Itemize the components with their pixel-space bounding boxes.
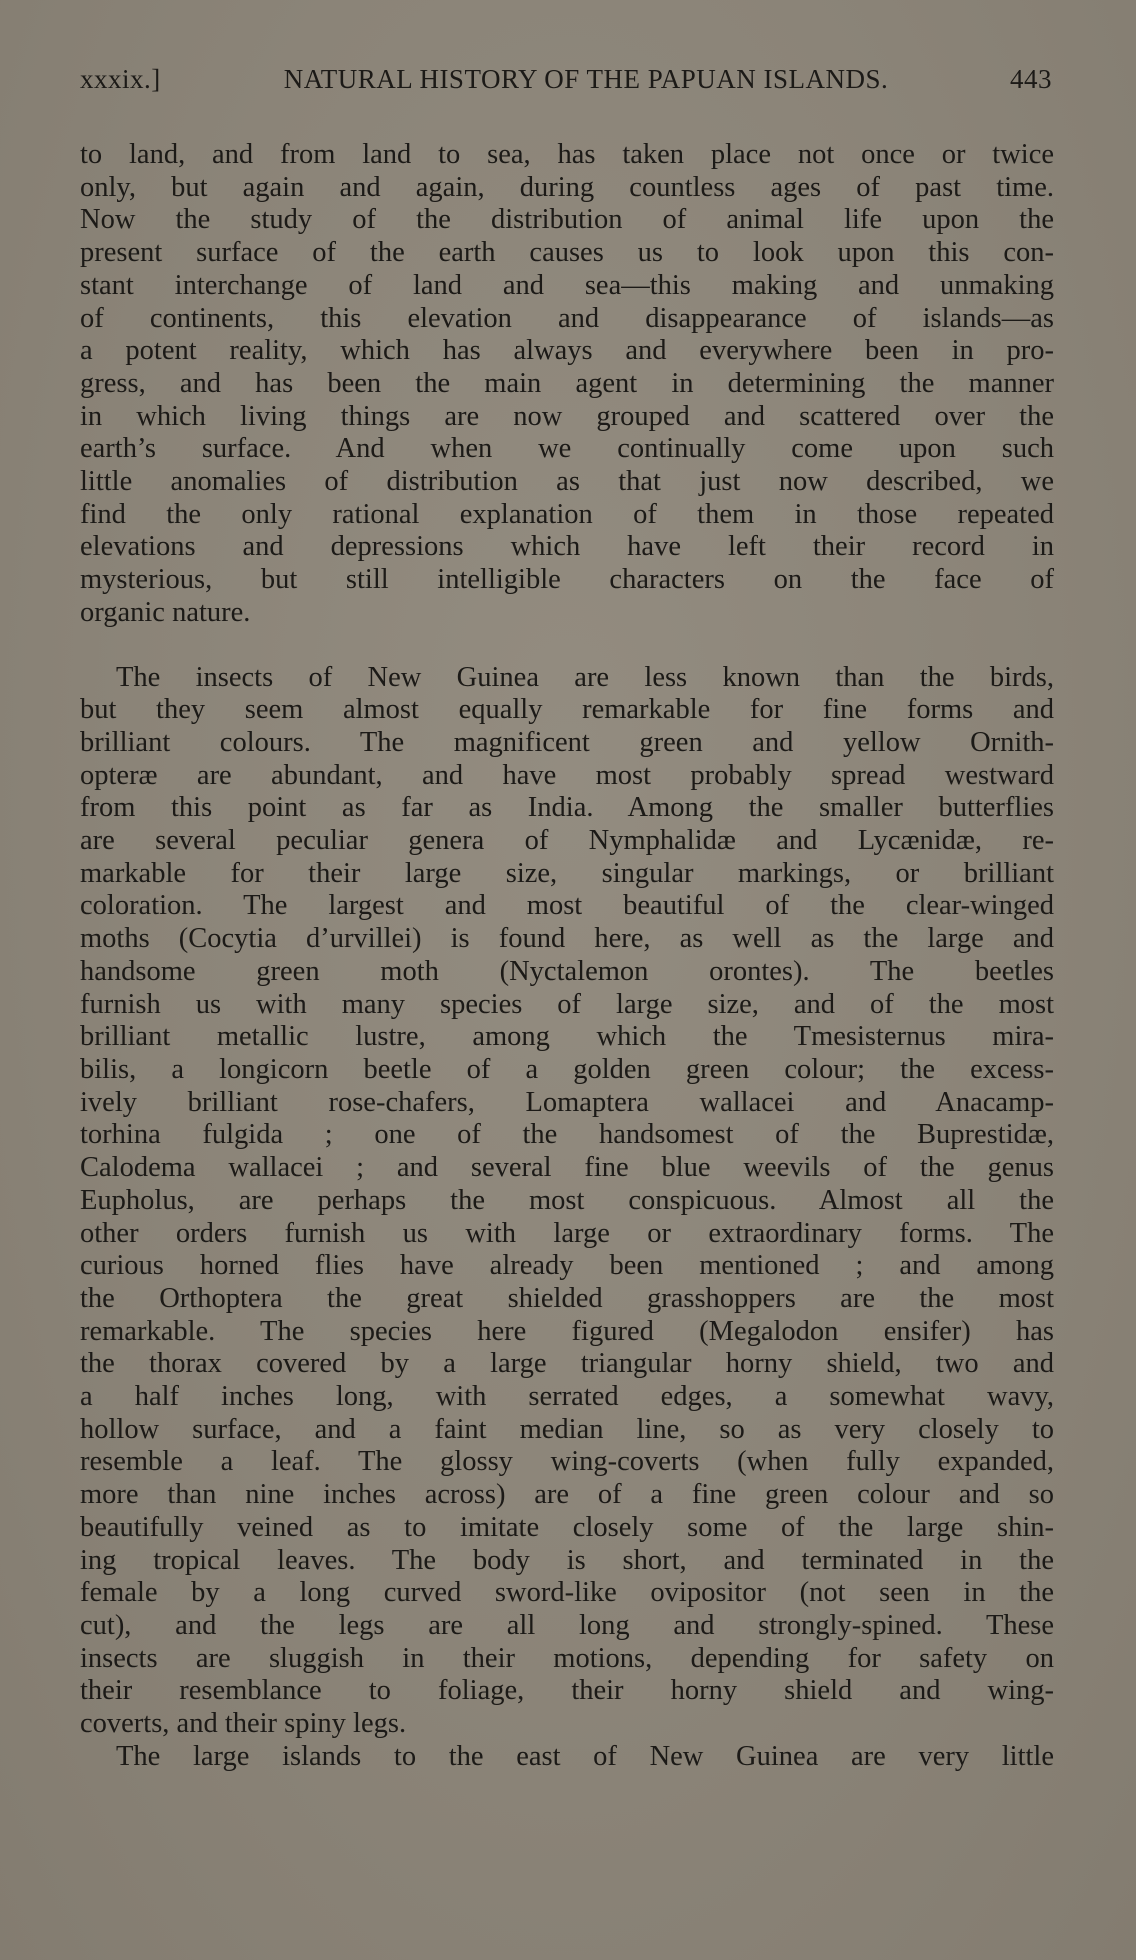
- body-text: [80, 139, 1054, 1773]
- paragraph-insects: [80, 662, 1054, 1741]
- text-line: stant interchange of land and sea—this making and unmaking: [80, 269, 1054, 301]
- text-line: a half inches long, with serrated edges, a somewhat wavy,: [80, 1381, 1054, 1413]
- text-line: cut), and the legs are all long and strongly-spined. These: [80, 1609, 1054, 1641]
- text-line: female by a long curved sword-like ovipositor (not seen in the: [80, 1577, 1054, 1609]
- text-line: other orders furnish us with large or extraordinary forms. The: [80, 1217, 1054, 1249]
- text-line: ing tropical leaves. The body is short, and terminated in the: [80, 1544, 1054, 1576]
- paragraph-islands: [80, 1741, 1054, 1774]
- page-number: 443: [1010, 64, 1052, 94]
- text-line: are several peculiar genera of Nymphalidæ and Lycænidæ, re-: [80, 825, 1054, 857]
- text-line: their resemblance to foliage, their horny shield and wing-: [80, 1675, 1054, 1707]
- text-line: opteræ are abundant, and have most probably spread westward: [80, 759, 1054, 791]
- text-line: Eupholus, are perhaps the most conspicuous. Almost all the: [80, 1184, 1054, 1216]
- text-line: beautifully veined as to imitate closely some of the large shin-: [80, 1511, 1054, 1543]
- text-line: bilis, a longicorn beetle of a golden green colour; the excess-: [80, 1053, 1054, 1085]
- text-line: hollow surface, and a faint median line, so as very closely to: [80, 1413, 1054, 1445]
- text-line: resemble a leaf. The glossy wing-coverts (when fully expanded,: [80, 1446, 1054, 1478]
- text-line: in which living things are now grouped and scattered over the: [80, 400, 1054, 432]
- text-line: remarkable. The species here figured (Megalodon ensifer) has: [80, 1315, 1054, 1347]
- running-title: NATURAL HISTORY OF THE PAPUAN ISLANDS.: [283, 64, 889, 94]
- chapter-number: xxxix.]: [80, 64, 161, 94]
- text-line: find the only rational explanation of them in those repeated: [80, 498, 1054, 530]
- paragraph-continuation: [80, 139, 1054, 630]
- text-line: to land, and from land to sea, has taken place not once or twice: [80, 139, 1054, 170]
- text-line: handsome green moth (Nyctalemon orontes). The beetles: [80, 955, 1054, 987]
- text-line: mysterious, but still intelligible characters on the face of: [80, 564, 1054, 596]
- text-line: brilliant colours. The magnificent green and yellow Ornith-: [80, 726, 1054, 758]
- text-line: a potent reality, which has always and everywhere been in pro-: [80, 335, 1054, 367]
- text-line: from this point as far as India. Among the smaller butterflies: [80, 792, 1054, 824]
- text-line: curious horned flies have already been mentioned ; and among: [80, 1250, 1054, 1282]
- text-line: Now the study of the distribution of animal life upon the: [80, 204, 1054, 236]
- text-line: only, but again and again, during countless ages of past time.: [80, 171, 1054, 203]
- text-line: ively brilliant rose-chafers, Lomaptera wallacei and Anacamp-: [80, 1086, 1054, 1118]
- text-line: present surface of the earth causes us to look upon this con-: [80, 237, 1054, 269]
- text-line: elevations and depressions which have left their record in: [80, 531, 1054, 563]
- text-line: the Orthoptera the great shielded grasshoppers are the most: [80, 1282, 1054, 1314]
- text-line: insects are sluggish in their motions, depending for safety on: [80, 1642, 1054, 1674]
- text-line: little anomalies of distribution as that just now described, we: [80, 466, 1054, 498]
- running-head: [80, 64, 1052, 104]
- text-line: gress, and has been the main agent in determining the manner: [80, 367, 1054, 399]
- text-line: brilliant metallic lustre, among which the Tmesisternus mira-: [80, 1021, 1054, 1053]
- paragraph-spacer: [80, 630, 1054, 662]
- text-line: Calodema wallacei ; and several fine blue weevils of the genus: [80, 1152, 1054, 1184]
- text-line: more than nine inches across) are of a fine green colour and so: [80, 1479, 1054, 1511]
- text-line: coverts, and their spiny legs.: [80, 1708, 407, 1740]
- text-line: The insects of New Guinea are less known than the birds,: [116, 661, 1054, 693]
- text-line: of continents, this elevation and disappearance of islands—as: [80, 302, 1054, 334]
- text-line: earth’s surface. And when we continually come upon such: [80, 433, 1054, 465]
- text-line: but they seem almost equally remarkable for fine forms and: [80, 694, 1054, 726]
- text-line: moths (Cocytia d’urvillei) is found here, as well as the large and: [80, 923, 1054, 955]
- text-line: the thorax covered by a large triangular horny shield, two and: [80, 1348, 1054, 1380]
- text-line: markable for their large size, singular markings, or brilliant: [80, 857, 1054, 889]
- text-line: organic nature.: [80, 596, 251, 628]
- text-line: coloration. The largest and most beautiful of the clear-winged: [80, 890, 1054, 922]
- text-line: torhina fulgida ; one of the handsomest of the Buprestidæ,: [80, 1119, 1054, 1151]
- text-line: furnish us with many species of large size, and of the most: [80, 988, 1054, 1020]
- text-line: The large islands to the east of New Guinea are very little: [116, 1740, 1054, 1772]
